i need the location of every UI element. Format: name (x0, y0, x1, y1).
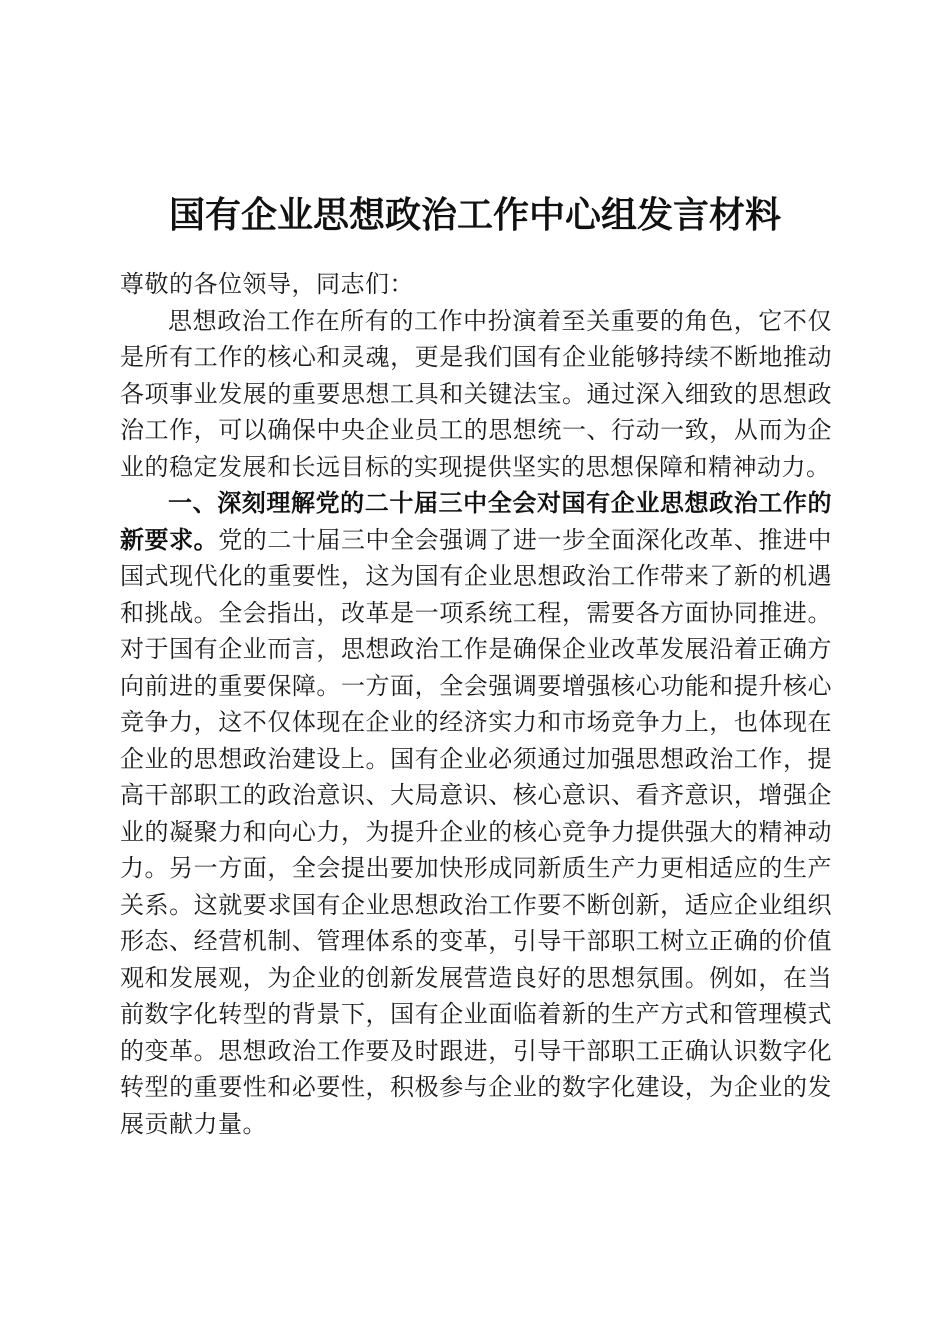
section-1-text: 党的二十届三中全会强调了进一步全面深化改革、推进中国式现代化的重要性，这为国有企业思想政治工作带来了新的机遇和挑战。全会指出，改革是一项系统工程，需要各方面协同推进。对于国有企业而言，思想政治工作是确保企业改革发展沿着正确方向前进的重要保障。一方面，全会强调要增强核心功能和提升核心竞争力，这不仅体现在企业的经济实力和市场竞争力上，也体现在企业的思想政治建设上。国有企业必须通过加强思想政治工作，提高干部职工的政治意识、大局意识、核心意识、看齐意识，增强企业的凝聚力和向心力，为提升企业的核心竞争力提供强大的精神动力。另一方面，全会提出要加快形成同新质生产力更相适应的生产关系。这就要求国有企业思想政治工作要不断创新，适应企业组织形态、经营机制、管理体系的变革，引导干部职工树立正确的价值观和发展观，为企业的创新发展营造良好的思想氛围。例如，在当前数字化转型的背景下，国有企业面临着新的生产方式和管理模式的变革。思想政治工作要及时跟进，引导干部职工正确认识数字化转型的重要性和必要性，积极参与企业的数字化建设，为企业的发展贡献力量。 (120, 525, 833, 1138)
salutation: 尊敬的各位领导，同志们： (120, 270, 414, 298)
intro-paragraph: 思想政治工作在所有的工作中扮演着至关重要的角色，它不仅是所有工作的核心和灵魂，更是我们国有企业能够持续不断地推动各项事业发展的重要思想工具和关键法宝。通过深入细致的思想政治工作，可以确保中央企业员工的思想统一、行动一致，从而为企业的稳定发展和长远目标的实现提供坚实的思想保障和精神动力。 (120, 306, 832, 481)
section-1-heading: 一、深刻理解党的二十届三中全会对国有企业思想政治工作的新要求。 (120, 489, 832, 554)
section-1-paragraph (120, 485, 832, 1142)
document-body (120, 266, 832, 1142)
document-title: 国有企业思想政治工作中心组发言材料 (168, 194, 781, 236)
